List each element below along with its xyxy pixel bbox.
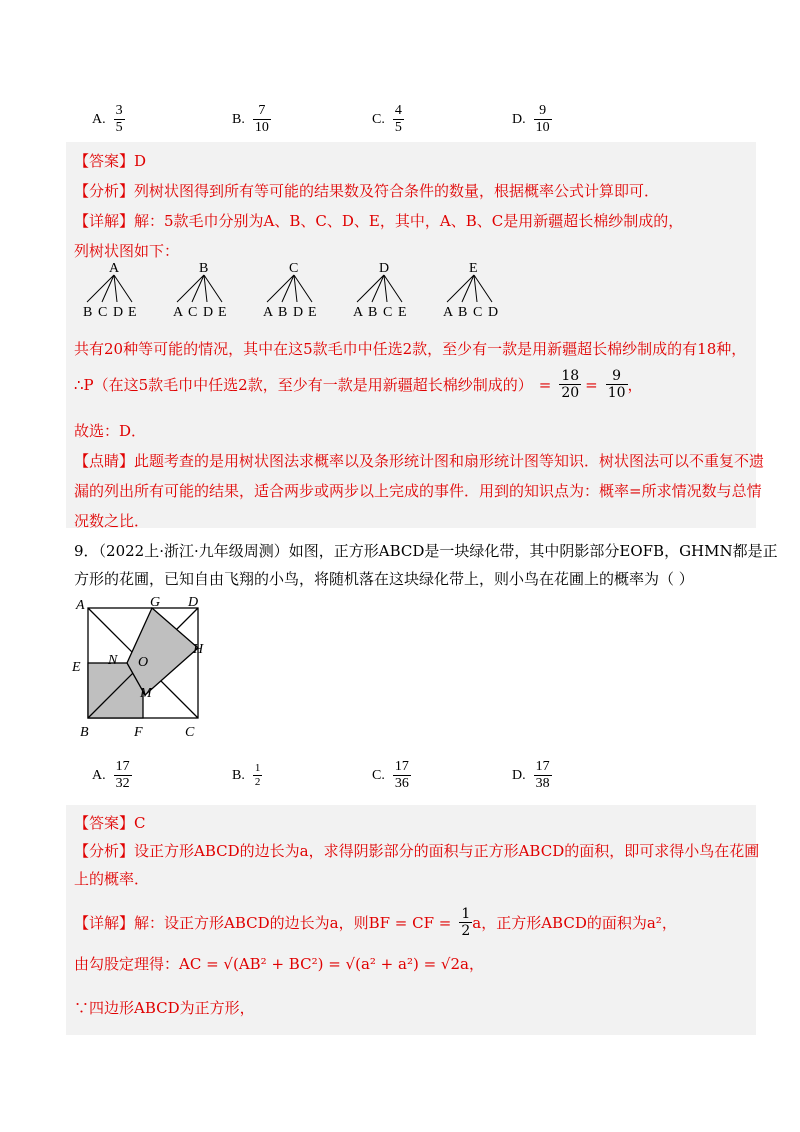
tree-leaf-node: A [443, 305, 454, 320]
frac-num: 9 [612, 368, 622, 384]
detail-tag: 【详解】 [74, 212, 135, 230]
frac-den: 10 [535, 120, 550, 136]
option-letter: D. [512, 111, 526, 127]
q9-answer-line [74, 812, 146, 833]
option-letter: B. [232, 111, 245, 127]
tree-leaf-node: C [473, 305, 483, 320]
q8-option-d [512, 103, 652, 136]
frac-den: 10 [607, 385, 626, 402]
tree-leaf-node: C [188, 305, 198, 320]
q9-detail-line-3: ∵四边形ABCD为正方形， [74, 999, 255, 1017]
equals-sign: = [538, 375, 552, 394]
tree-branch [357, 275, 384, 302]
tree-leaf-node: D [203, 305, 214, 320]
detail-text: 解：5款毛巾分别为A、B、C、D、E，其中，A、B、C是用新疆超长棉纱制成的， [134, 212, 684, 230]
tree-leaf-node: C [98, 305, 108, 320]
tree-leaf-node: B [458, 305, 468, 320]
answer-tag: 【答案】 [74, 814, 135, 832]
tree-branch [372, 275, 384, 302]
analysis-tag: 【分析】 [74, 182, 135, 200]
label-f: F [134, 725, 143, 740]
tree-leaf-node: E [398, 305, 407, 320]
tree-branch [447, 275, 474, 302]
q9-detail-line-1 [74, 906, 677, 939]
option-letter: A. [92, 767, 106, 783]
frac-den: 10 [254, 120, 269, 136]
frac-num: 17 [394, 759, 409, 774]
label-a: A [76, 598, 85, 613]
tree-branch [87, 275, 114, 302]
frac-num: 17 [115, 759, 130, 774]
q8-option-c [372, 103, 512, 136]
q8-detail-line-2: 列树状图如下： [74, 242, 180, 260]
tree-branch [267, 275, 294, 302]
detail-text: 解：设正方形ABCD的边长为a，则BF = CF = [134, 914, 452, 933]
q9-option-b [232, 759, 372, 792]
label-n: N [108, 653, 118, 668]
q8-tree-diagram [70, 258, 540, 322]
frac-den: 5 [115, 120, 123, 136]
q8-detail-line-3: 共有20种等可能的情况，其中在这5款毛巾中任选2款，至少有一款是用新疆超长棉纱制成的有18种， [74, 340, 747, 358]
option-letter: C. [372, 767, 385, 783]
tree-leaf-node: B [278, 305, 288, 320]
frac-num: 1 [254, 762, 261, 775]
label-e: E [72, 660, 81, 675]
analysis-text: 列树状图得到所有等可能的结果数及符合条件的数量，根据概率公式计算即可． [134, 182, 660, 200]
frac-num: 4 [394, 103, 402, 118]
q8-detail-line-1 [74, 210, 683, 231]
tree-leaf-node: E [308, 305, 317, 320]
frac-den: 2 [461, 923, 471, 940]
q8-comment-line-1 [74, 450, 764, 471]
tree-root-node: D [379, 261, 390, 276]
q9-analysis-line-1 [74, 840, 759, 861]
frac-den: 20 [561, 385, 580, 402]
q8-options [92, 103, 652, 136]
tree-root-node: B [199, 261, 209, 276]
option-letter: A. [92, 111, 106, 127]
label-d: D [188, 596, 199, 610]
label-b: B [80, 725, 89, 740]
frac-den: 2 [254, 776, 261, 789]
q8-comment-line-3: 况数之比． [74, 512, 150, 530]
frac-num: 17 [535, 759, 550, 774]
frac-num: 18 [561, 368, 580, 384]
q8-detail-line-4 [74, 368, 643, 401]
q9-detail-line-2: 由勾股定理得：AC = √(AB² + BC²) = √(a² + a²) = √2a， [74, 955, 484, 973]
q9-option-d [512, 759, 652, 792]
prob-statement: ∴P（在这5款毛巾中任选2款，至少有一款是用新疆超长棉纱制成的） [74, 376, 533, 395]
tree-leaf-node: B [83, 305, 93, 320]
comment-text: 此题考查的是用树状图法求概率以及条形统计图和扇形统计图等知识．树状图法可以不重复不遗 [134, 452, 765, 470]
tree-root-node: A [109, 261, 120, 276]
tree-leaf-node: A [173, 305, 184, 320]
tree-root-node: C [289, 261, 299, 276]
tree-leaf-node: D [488, 305, 499, 320]
analysis-text: 设正方形ABCD的边长为a，求得阴影部分的面积与正方形ABCD的面积，即可求得小鸟在花圃 [134, 842, 760, 860]
detail-tag: 【详解】 [74, 914, 135, 933]
tree-leaf-node: E [128, 305, 137, 320]
comma: ， [627, 376, 643, 395]
label-g: G [150, 596, 161, 610]
frac-den: 36 [394, 776, 409, 792]
tree-leaf-node: A [263, 305, 274, 320]
option-letter: D. [512, 767, 526, 783]
option-letter: C. [372, 111, 385, 127]
tree-branch [462, 275, 474, 302]
q8-comment-line-2: 漏的列出所有可能的结果，适合两步或两步以上完成的事件．用到的知识点为：概率=所求情况数与总情 [74, 482, 762, 500]
q9-square-figure [70, 596, 220, 746]
comment-tag: 【点睛】 [74, 452, 135, 470]
tree-branch [177, 275, 204, 302]
tree-root-node: E [469, 261, 478, 276]
tree-leaf-node: B [368, 305, 378, 320]
answer-value: D [134, 152, 147, 170]
detail-text: a，正方形ABCD的面积为a²， [472, 914, 677, 933]
analysis-tag: 【分析】 [74, 842, 135, 860]
tree-leaf-node: A [353, 305, 364, 320]
q9-options [92, 759, 652, 792]
answer-tag: 【答案】 [74, 152, 135, 170]
tree-branch [282, 275, 294, 302]
tree-leaf-node: D [293, 305, 304, 320]
tree-branch [192, 275, 204, 302]
label-c: C [185, 725, 195, 740]
q9-option-a [92, 759, 232, 792]
q8-answer-line [74, 150, 146, 171]
tree-leaf-node: D [113, 305, 124, 320]
frac-num: 9 [539, 103, 547, 118]
answer-value: C [134, 814, 146, 832]
q8-analysis-line [74, 180, 659, 201]
frac-num: 3 [115, 103, 123, 118]
q8-option-a [92, 103, 232, 136]
q9-analysis-line-2: 上的概率． [74, 870, 150, 888]
q9-stem-line-2: 方形的花圃，已知自由飞翔的小鸟，将随机落在这块绿化带上，则小鸟在花圃上的概率为（ ） [74, 570, 694, 588]
tree-leaf-node: C [383, 305, 393, 320]
frac-num: 1 [461, 906, 471, 922]
label-m: M [140, 686, 152, 701]
tree-leaf-node: E [218, 305, 227, 320]
q9-option-c [372, 759, 512, 792]
frac-den: 5 [394, 120, 402, 136]
frac-den: 32 [115, 776, 130, 792]
q8-choose-line: 故选：D． [74, 422, 147, 440]
tree-branch [102, 275, 114, 302]
frac-num: 7 [258, 103, 266, 118]
equals-sign: = [585, 375, 598, 394]
label-o: O [138, 655, 149, 670]
frac-den: 38 [535, 776, 550, 792]
q8-option-b [232, 103, 372, 136]
option-letter: B. [232, 767, 245, 783]
label-h: H [193, 642, 204, 657]
q9-stem-line-1: 9．（2022上·浙江·九年级周测）如图，正方形ABCD是一块绿化带，其中阴影部分EOFB，GHMN都是正 [74, 542, 778, 560]
